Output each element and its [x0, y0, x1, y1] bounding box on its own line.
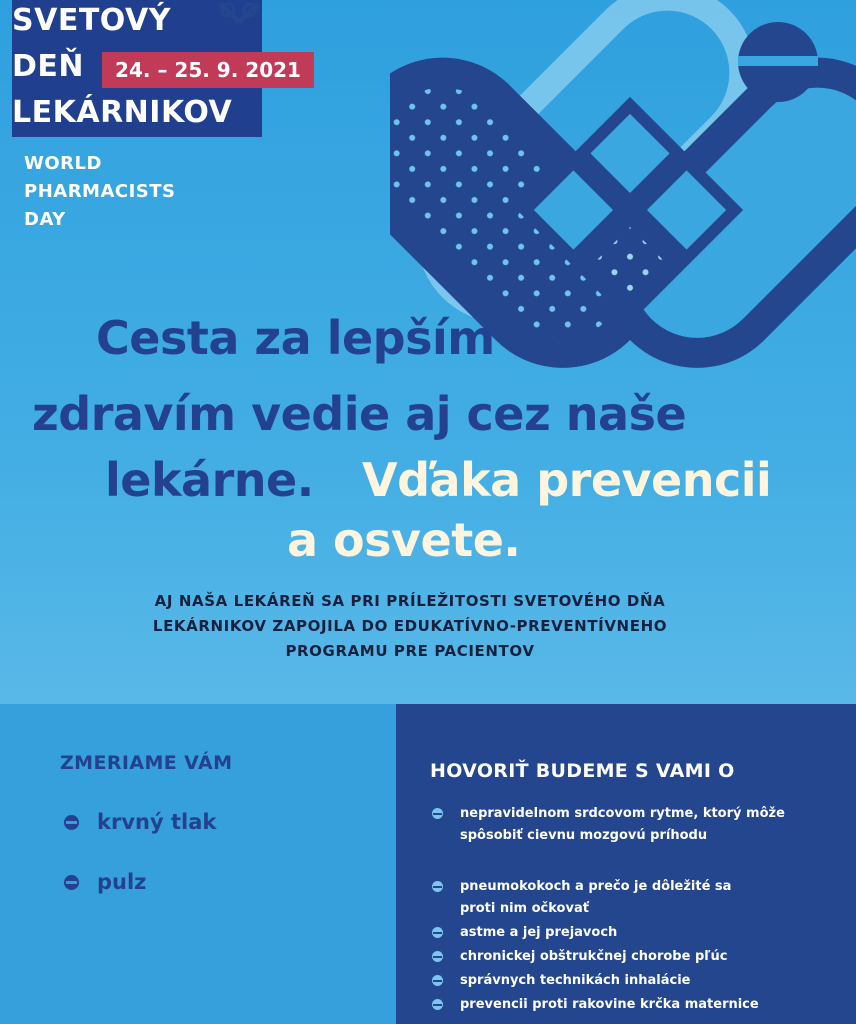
bullet-icon	[432, 975, 443, 986]
measure-item-label: krvný tlak	[97, 810, 217, 834]
intro-line-3: PROGRAMU PRE PACIENTOV	[285, 642, 535, 660]
title-line-3: LEKÁRNIKOV	[12, 95, 233, 130]
title-line-2: DEŇ	[12, 49, 85, 84]
date-badge: 24. – 25. 9. 2021	[102, 52, 314, 88]
topic-item	[432, 994, 832, 1016]
measure-item	[64, 810, 216, 834]
intro-line-1: AJ NAŠA LEKÁREŇ SA PRI PRÍLEŽITOSTI SVETOVÉHO DŇA	[154, 592, 666, 610]
intro-line-2: LEKÁRNIKOV ZAPOJILA DO EDUKATÍVNO-PREVENTÍVNEHO	[152, 617, 668, 635]
bullet-icon	[64, 875, 79, 890]
headline-line-3-dark: lekárne.	[105, 453, 314, 507]
english-title-line-3: DAY	[24, 209, 66, 230]
measure-item	[64, 870, 146, 894]
topic-item-label: prevencii proti rakovine krčka maternice	[460, 997, 759, 1012]
bullet-icon	[432, 951, 443, 962]
topic-item-label: nepravidelnom srdcovom rytme, ktorý môže spôsobiť cievnu mozgovú príhodu	[460, 806, 785, 843]
topic-item-label: pneumokokoch a prečo je dôležité sa proti nim očkovať	[460, 879, 732, 916]
measure-item-label: pulz	[97, 870, 147, 894]
english-title-line-2: PHARMACISTS	[24, 181, 176, 202]
topics-title: HOVORIŤ BUDEME S VAMI O	[430, 760, 735, 782]
measure-title: ZMERIAME VÁM	[60, 752, 233, 774]
title-line-1: SVETOVÝ	[12, 3, 171, 38]
headline-line-1: Cesta za lepším	[96, 311, 495, 365]
topic-item-label: chronickej obštrukčnej chorobe pľúc	[460, 949, 728, 964]
english-title-line-1: WORLD	[24, 153, 102, 174]
topic-item-label: správnych technikách inhalácie	[460, 973, 691, 988]
headline-line-3-light: Vďaka prevencii	[362, 453, 772, 507]
headline-line-2: zdravím vedie aj cez naše	[32, 387, 687, 441]
topic-item	[432, 803, 832, 847]
topic-item	[432, 946, 832, 968]
bullet-icon	[432, 808, 443, 819]
small-heart-logo-icon	[214, 0, 264, 28]
bullet-icon	[432, 881, 443, 892]
topic-item	[432, 876, 832, 920]
topic-item	[432, 970, 832, 992]
headline-line-4: a osvete.	[287, 513, 521, 567]
bullet-icon	[432, 999, 443, 1010]
bullet-icon	[432, 927, 443, 938]
topic-item	[432, 922, 832, 944]
topic-item-label: astme a jej prejavoch	[460, 925, 618, 940]
bullet-icon	[64, 815, 79, 830]
